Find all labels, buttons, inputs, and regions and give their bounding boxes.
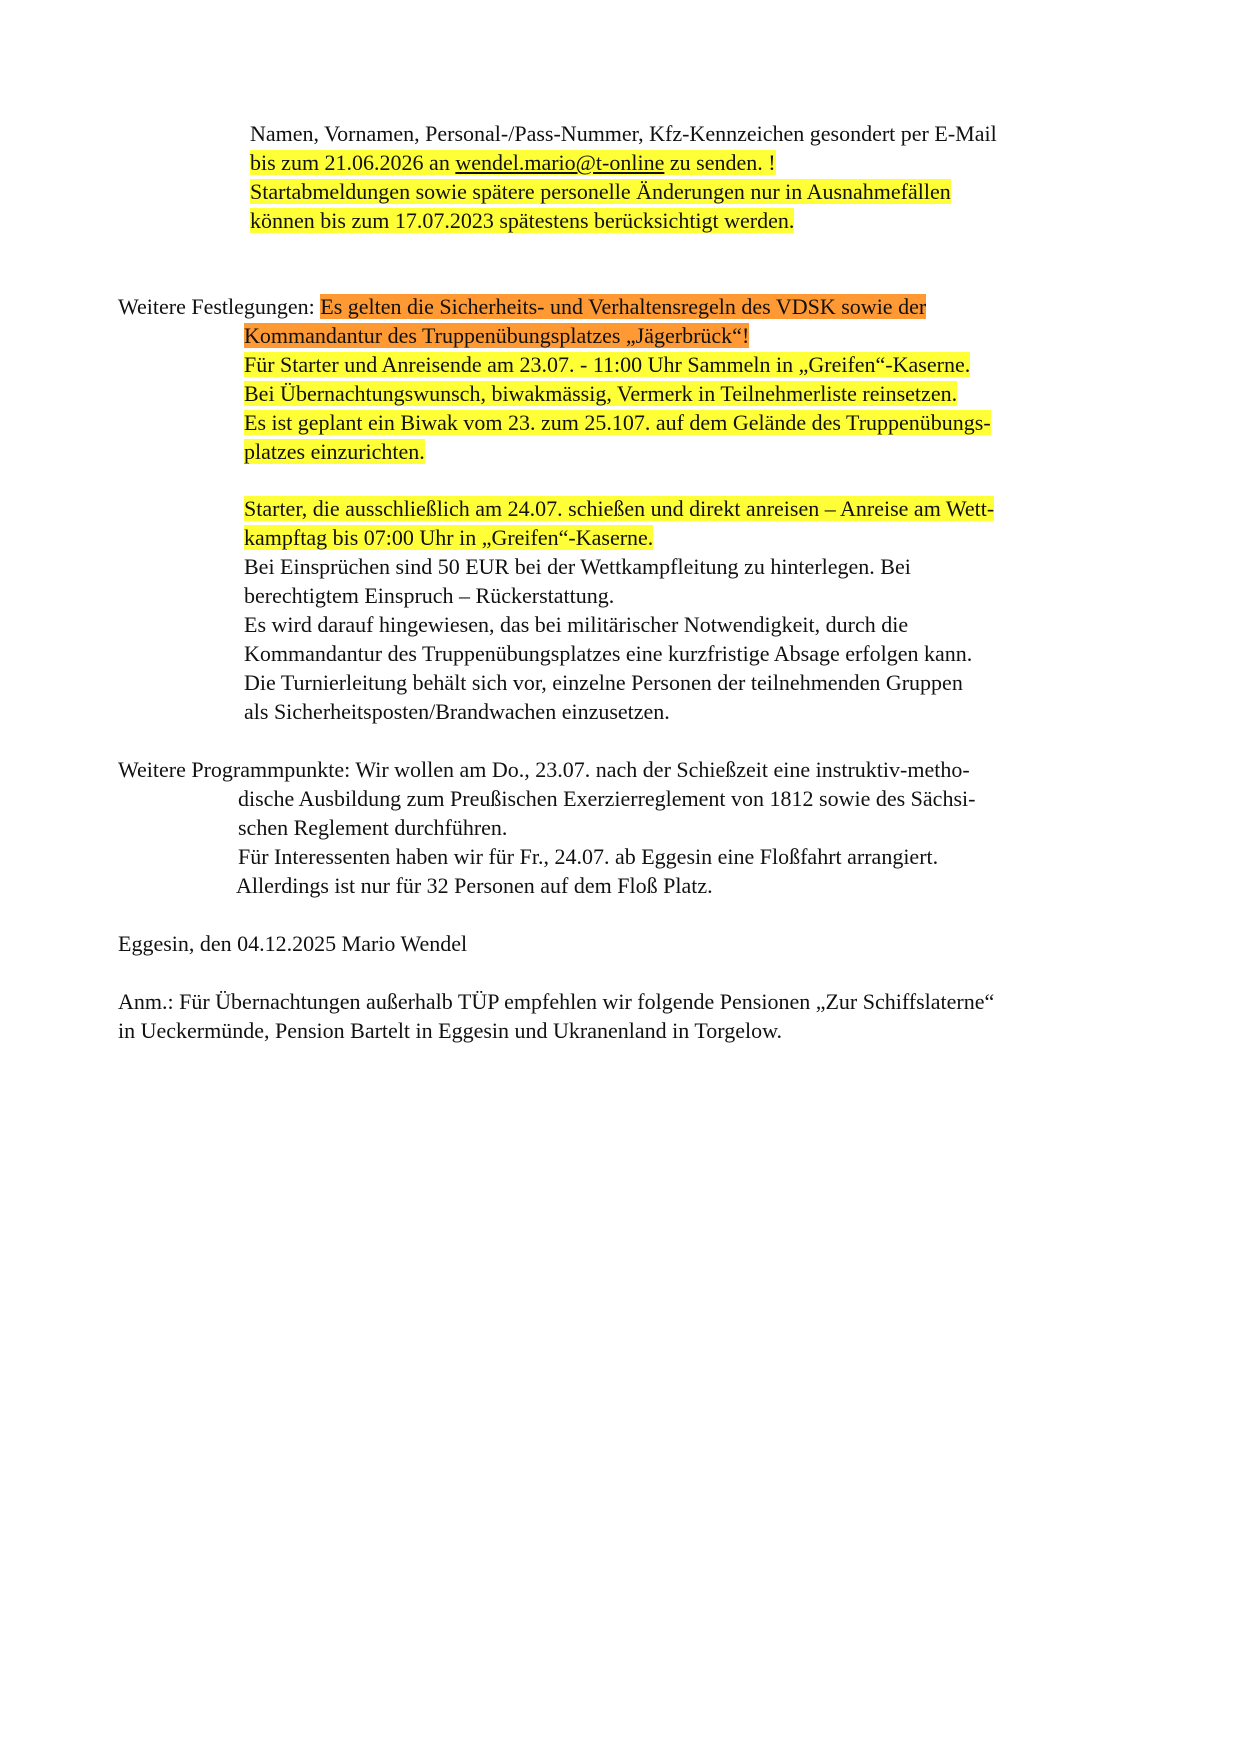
text: Eggesin, den 04.12.2025 Mario Wendel bbox=[118, 931, 468, 956]
text-line bbox=[250, 149, 776, 177]
text-line bbox=[244, 669, 963, 697]
text-line bbox=[244, 351, 970, 379]
text: als Sicherheitsposten/Brandwachen einzusetzen. bbox=[244, 699, 670, 724]
text-line bbox=[250, 120, 997, 148]
text: Namen, Vornamen, Personal-/Pass-Nummer, Kfz-Kennzeichen gesondert per E-Mail bbox=[250, 121, 997, 146]
highlighted-text: Bei Übernachtungswunsch, biwakmässig, Vermerk in Teilnehmerliste reinsetzen. bbox=[244, 381, 958, 406]
text: bis zum 21.06.2026 an bbox=[250, 150, 456, 175]
text-line bbox=[118, 756, 970, 784]
text-line bbox=[238, 814, 507, 842]
highlighted-text: können bis zum 17.07.2023 spätestens berücksichtigt werden. bbox=[250, 208, 795, 233]
highlighted-text: Es gelten die Sicherheits- und Verhaltensregeln des VDSK sowie der bbox=[320, 294, 927, 319]
highlighted-text: platzes einzurichten. bbox=[244, 439, 425, 464]
text-line bbox=[244, 380, 957, 408]
highlighted-text: Kommandantur des Truppenübungsplatzes „Jägerbrück“! bbox=[244, 323, 750, 348]
text: Kommandantur des Truppenübungsplatzes eine kurzfristige Absage erfolgen kann. bbox=[244, 641, 973, 666]
text-line bbox=[244, 611, 908, 639]
highlighted-text: Startabmeldungen sowie spätere personelle Änderungen nur in Ausnahmefällen bbox=[250, 179, 951, 204]
text: in Ueckermünde, Pension Bartelt in Eggesin und Ukranenland in Torgelow. bbox=[118, 1018, 783, 1043]
highlighted-text bbox=[250, 150, 776, 175]
text-line bbox=[244, 495, 994, 523]
text-line bbox=[244, 438, 425, 466]
text-line bbox=[244, 553, 911, 581]
text: Weitere Programmpunkte: Wir wollen am Do., 23.07. nach der Schießzeit eine instruktiv-metho- bbox=[118, 757, 970, 782]
text: Allerdings ist nur für 32 Personen auf dem Floß Platz. bbox=[236, 873, 713, 898]
text-line bbox=[238, 785, 975, 813]
signature-line bbox=[118, 930, 467, 958]
text: Die Turnierleitung behält sich vor, einzelne Personen der teilnehmenden Gruppen bbox=[244, 670, 963, 695]
text-line bbox=[118, 988, 994, 1016]
text-line bbox=[236, 872, 713, 900]
text: Anm.: Für Übernachtungen außerhalb TÜP empfehlen wir folgende Pensionen „Zur Schiffslaterne“ bbox=[118, 989, 995, 1014]
highlighted-text: Für Starter und Anreisende am 23.07. - 11:00 Uhr Sammeln in „Greifen“-Kaserne. bbox=[244, 352, 971, 377]
text: dische Ausbildung zum Preußischen Exerzierreglement von 1812 sowie des Sächsi- bbox=[238, 786, 976, 811]
highlighted-text: Starter, die ausschließlich am 24.07. schießen und direkt anreisen – Anreise am Wett- bbox=[244, 496, 995, 521]
text-line bbox=[244, 698, 670, 726]
text-line bbox=[244, 409, 991, 437]
text: Es wird darauf hingewiesen, das bei militärischer Notwendigkeit, durch die bbox=[244, 612, 909, 637]
text: zu senden. ! bbox=[664, 150, 776, 175]
text-line bbox=[250, 207, 794, 235]
text-line bbox=[244, 524, 653, 552]
email-link[interactable]: wendel.mario@t-online bbox=[455, 150, 665, 175]
text-line bbox=[118, 293, 926, 321]
text-line bbox=[238, 843, 938, 871]
text-line bbox=[244, 322, 749, 350]
text: Für Interessenten haben wir für Fr., 24.07. ab Eggesin eine Floßfahrt arrangiert. bbox=[238, 844, 939, 869]
text-line bbox=[118, 1017, 782, 1045]
text-line bbox=[244, 640, 972, 668]
highlighted-text: Es ist geplant ein Biwak vom 23. zum 25.107. auf dem Gelände des Truppenübungs- bbox=[244, 410, 991, 435]
text-line bbox=[250, 178, 951, 206]
text: berechtigtem Einspruch – Rückerstattung. bbox=[244, 583, 615, 608]
section-label: Weitere Festlegungen: bbox=[118, 294, 321, 319]
text: Bei Einsprüchen sind 50 EUR bei der Wettkampfleitung zu hinterlegen. Bei bbox=[244, 554, 911, 579]
highlighted-text: kampftag bis 07:00 Uhr in „Greifen“-Kaserne. bbox=[244, 525, 654, 550]
text: schen Reglement durchführen. bbox=[238, 815, 508, 840]
text-line bbox=[244, 582, 614, 610]
